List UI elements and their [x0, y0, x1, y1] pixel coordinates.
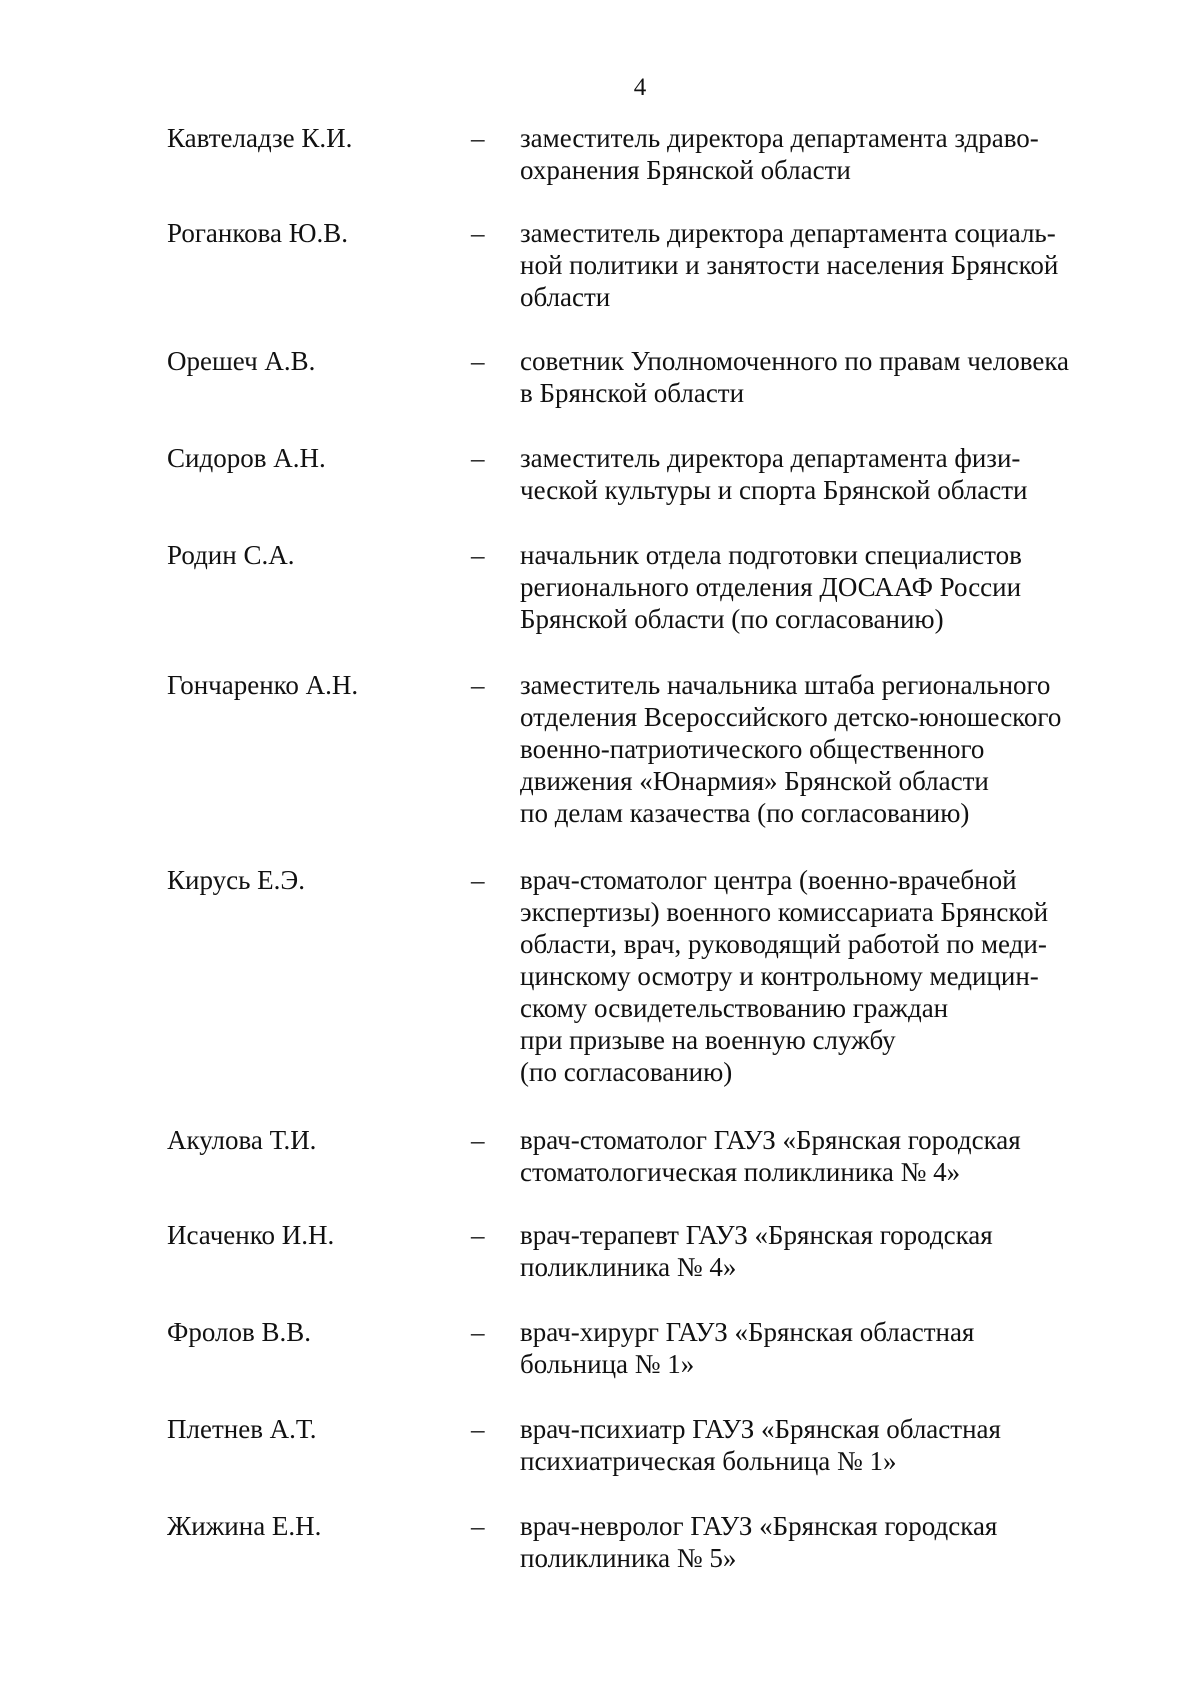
dash-separator: –	[471, 346, 485, 376]
position-description: врач-хирург ГАУЗ «Брянская областная больница № 1»	[520, 1317, 975, 1379]
dash-separator: –	[471, 670, 485, 700]
dash-separator: –	[471, 1317, 485, 1347]
position-description: врач-стоматолог ГАУЗ «Брянская городская стоматологическая поликлиника № 4»	[520, 1125, 1021, 1187]
person-name: Кирусь Е.Э.	[167, 865, 305, 895]
person-name: Сидоров А.Н.	[167, 443, 326, 473]
dash-separator: –	[471, 1125, 485, 1155]
person-name: Исаченко И.Н.	[167, 1220, 335, 1250]
dash-separator: –	[471, 865, 485, 895]
person-name: Родин С.А.	[167, 540, 295, 570]
position-description: врач-стоматолог центра (военно-врачебной экспертизы) военного комиссариата Брянской области, врач, руководящий работой по меди- цинскому осмотру и контрольному медицин- скому освидетельствованию граждан при призыве на военную службу (по согласованию)	[520, 865, 1049, 1087]
position-description: начальник отдела подготовки специалистов регионального отделения ДОСААФ России Брянской области (по согласованию)	[520, 540, 1022, 634]
person-name: Гончаренко А.Н.	[167, 670, 359, 700]
position-description: советник Уполномоченного по правам человека в Брянской области	[520, 346, 1070, 408]
dash-separator: –	[471, 1220, 485, 1250]
page-number: 4	[633, 74, 647, 101]
position-description: врач-терапевт ГАУЗ «Брянская городская поликлиника № 4»	[520, 1220, 993, 1282]
dash-separator: –	[471, 1511, 485, 1541]
position-description: заместитель начальника штаба регионального отделения Всероссийского детско-юношеского военно-патриотического общественного движения «Юнармия» Брянской области по делам казачества (по согласованию)	[520, 670, 1062, 828]
dash-separator: –	[471, 443, 485, 473]
person-name: Акулова Т.И.	[167, 1125, 317, 1155]
person-name: Роганкова Ю.В.	[167, 218, 348, 248]
person-name: Плетнев А.Т.	[167, 1414, 317, 1444]
dash-separator: –	[471, 1414, 485, 1444]
dash-separator: –	[471, 218, 485, 248]
position-description: врач-невролог ГАУЗ «Брянская городская поликлиника № 5»	[520, 1511, 998, 1573]
dash-separator: –	[471, 540, 485, 570]
position-description: заместитель директора департамента физи- ческой культуры и спорта Брянской области	[520, 443, 1028, 505]
person-name: Жижина Е.Н.	[167, 1511, 322, 1541]
dash-separator: –	[471, 123, 485, 153]
person-name: Орешеч А.В.	[167, 346, 316, 376]
position-description: врач-психиатр ГАУЗ «Брянская областная психиатрическая больница № 1»	[520, 1414, 1001, 1476]
person-name: Кавтеладзе К.И.	[167, 123, 353, 153]
position-description: заместитель директора департамента здраво- охранения Брянской области	[520, 123, 1039, 185]
person-name: Фролов В.В.	[167, 1317, 311, 1347]
position-description: заместитель директора департамента социаль- ной политики и занятости населения Брянской области	[520, 218, 1059, 312]
